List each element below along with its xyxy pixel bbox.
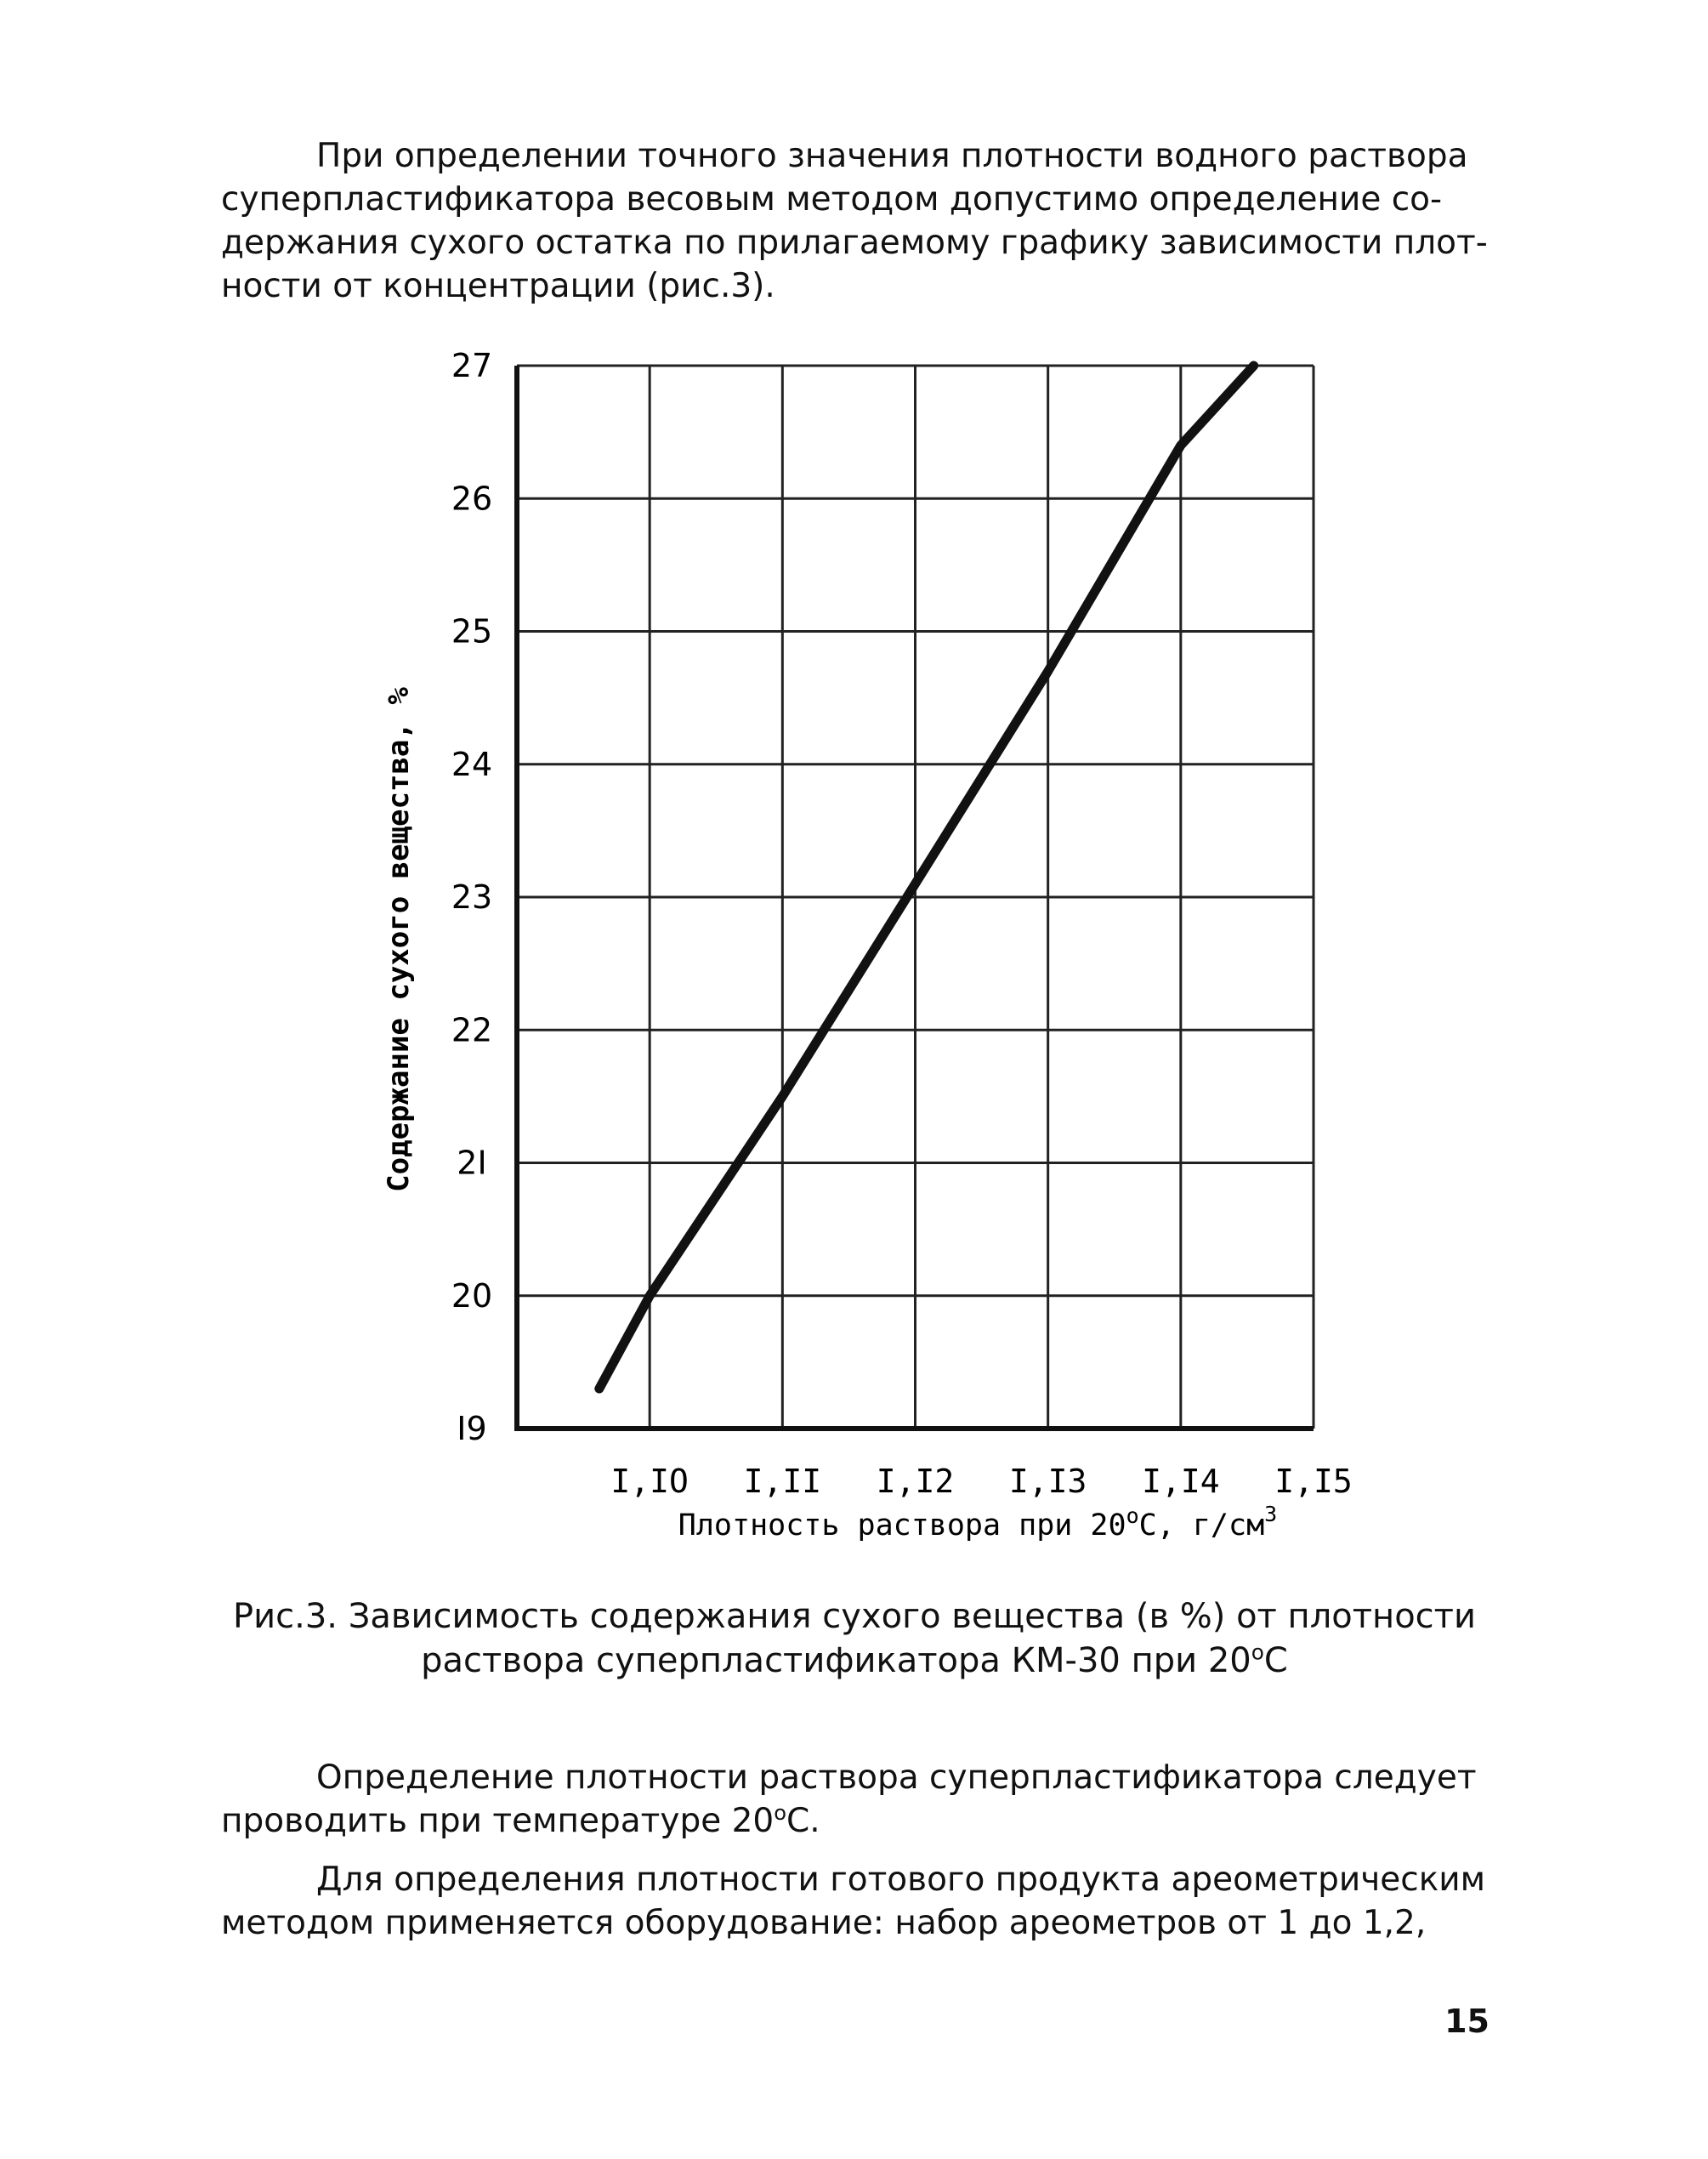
density-paragraph [221,1756,1492,1843]
method-line-1: Для определения плотности готового продукта ареометрическим [316,1861,1486,1899]
y-tick-label-0: I9 [457,1410,487,1447]
caption-line-2-unit: С [1263,1641,1288,1680]
x-tick-label-5: I,I5 [1274,1463,1353,1500]
x-tick-label-3: I,I3 [1008,1463,1087,1500]
y-tick-labels [451,347,492,1447]
intro-line-4: ности от концентрации (рис.3). [221,267,775,305]
caption-line-2 [213,1639,1496,1683]
density-line-1: Определение плотности раствора суперпластификатора следует [316,1758,1477,1797]
density-line-2-main: проводить при температуре 20 [221,1802,775,1840]
x-tick-label-2: I,I2 [876,1463,955,1500]
caption-line-2-main: раствора суперпластификатора КМ-30 при 20 [421,1641,1251,1680]
y-tick-label-5: 24 [451,745,493,783]
intro-line-2: суперпластификатора весовым методом допустимо определение со- [221,180,1443,219]
page-number: 15 [1444,2003,1490,2040]
intro-line-1: При определении точного значения плотности водного раствора [316,137,1468,175]
y-tick-label-1: 20 [451,1276,493,1315]
y-tick-label-6: 25 [451,612,493,651]
x-tick-label-4: I,I4 [1142,1463,1220,1500]
x-tick-labels [610,1463,1352,1500]
series-line-km30 [599,366,1254,1389]
x-axis-label-unit: С, г/см [1138,1508,1265,1543]
caption-degree: о [1251,1639,1264,1665]
x-axis-label-degree: o [1126,1503,1139,1528]
intro-line-3: держания сухого остатка по прилагаемому графику зависимости плот- [221,224,1488,262]
x-axis-label-power: 3 [1264,1502,1278,1526]
density-line-2-unit: С. [786,1802,820,1840]
x-axis-label-main: Плотность раствора при 20 [678,1508,1126,1543]
figure-caption [213,1594,1496,1683]
y-tick-label-2: 2I [457,1144,487,1182]
density-line-2 [221,1799,1492,1843]
method-line-2: методом применяется оборудование: набор ареометров от 1 до 1,2, [221,1904,1427,1942]
x-tick-label-1: I,II [743,1463,822,1500]
y-axis-label: Содержание сухого вещества, % [382,687,416,1192]
caption-line-1: Рис.3. Зависимость содержания сухого вещества (в %) от плотности [233,1597,1476,1636]
density-degree: о [774,1801,787,1825]
y-tick-label-7: 26 [451,480,493,518]
y-tick-label-8: 27 [451,347,493,384]
x-axis-label [678,1502,1277,1543]
y-tick-label-3: 22 [451,1011,493,1049]
x-tick-label-0: I,IO [610,1463,689,1500]
y-tick-label-4: 23 [451,878,493,916]
method-paragraph [221,1858,1492,1945]
